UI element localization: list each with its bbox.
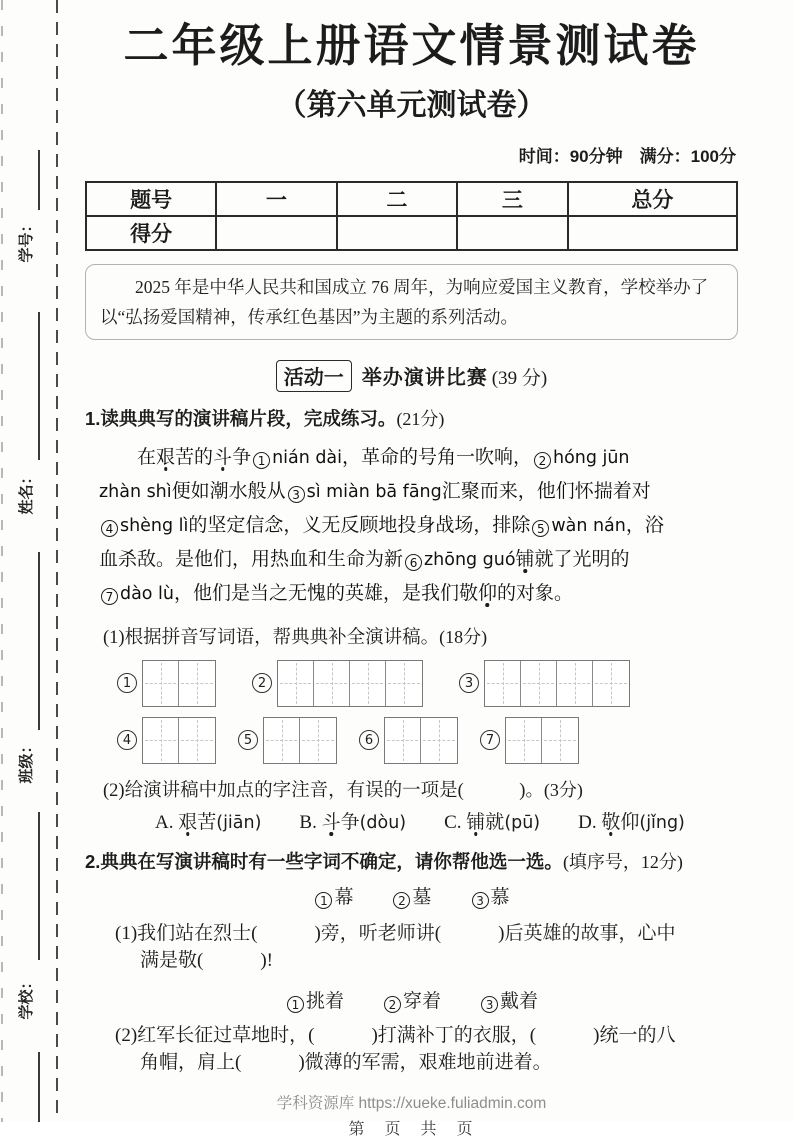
grid-cell[interactable] [485,661,521,706]
score-table-header-cell: 总分 [568,182,737,216]
score-table-header-cell: 三 [457,182,568,216]
score-table-score-row [86,216,737,250]
score-input-cell[interactable] [216,216,336,250]
text-segment: 铺 [515,548,535,570]
fill-blank-line[interactable]: 满是敬( )! [140,949,273,971]
sub-question-1 [85,625,738,650]
score-input-cell[interactable] [337,216,457,250]
fill-blank-line[interactable]: (2)红军长征过草地时，( )打满补丁的衣服，( )统一的八 [115,1024,676,1046]
pinyin-options-line [85,811,738,835]
pinyin-grid-group [236,717,337,764]
activity-title: 举办演讲比赛 [361,366,488,389]
text-segment [432,887,470,908]
text-segment: 铺 [466,811,486,833]
score-table-header-cell: 二 [337,182,457,216]
exam-meta: 时间：90分钟 满分：100分 [518,146,736,166]
grid-cell[interactable] [278,661,314,706]
text-segment [344,991,382,1012]
text-segment: 苦的 [175,446,214,468]
text-segment: sì miàn bā fāng [306,481,442,502]
text-segment: (jǐng) [639,812,685,833]
passage-line [99,475,736,509]
score-table [85,181,738,251]
text-segment: 艰 [178,811,198,833]
text-segment: shèng lì [120,515,189,536]
text-segment: 的对象。 [497,582,574,604]
binding-dashed-line [56,0,58,1122]
pinyin-grid-group [250,660,423,707]
text-segment: A. [155,811,179,833]
score-table-header-cell: 题号 [86,182,216,216]
grid-cell[interactable] [557,661,593,706]
text-segment: 穿着 [402,990,441,1012]
grid-number: 1 [117,673,137,693]
circled-number: 3 [288,486,305,503]
text-segment: 斗 [321,811,341,833]
text-segment: (pū) [504,812,541,833]
circled-number: 1 [287,996,304,1013]
text-segment: 的坚定信念，义无反顾地投身战场，排除 [188,514,531,536]
question-2-text: 2.典典在写演讲稿时有一些字词不确定，请你帮他选一选。 [85,850,563,872]
circled-number: 7 [101,588,118,605]
circled-number: 1 [253,452,270,469]
pinyin-grid-row-2 [85,717,738,764]
grid-cell[interactable] [593,661,629,706]
activity-badge: 活动一 [276,360,352,392]
text-segment: 艰 [156,446,176,468]
margin-label-school: 学校： [18,974,35,1020]
circled-number: 4 [101,520,118,537]
grid-cell[interactable] [386,661,422,706]
fill-blank-line[interactable]: (1)我们站在烈士( )旁，听老师讲( )后英雄的故事，心中 [115,922,676,944]
grid-number: 3 [459,673,479,693]
grid-box [277,660,423,707]
pinyin-grid-group [357,717,458,764]
margin-label-student-number: 学号： [18,217,35,263]
text-segment: 斗 [213,446,233,468]
choice-row-mu [85,886,738,910]
grid-cell[interactable] [421,718,457,763]
margin-label-name: 姓名： [18,469,35,515]
text-segment: 苦 [197,811,217,833]
grid-box [263,717,337,764]
sub-question-2 [85,778,738,803]
text-segment: 就 [485,811,505,833]
circled-number: 1 [315,892,332,909]
text-segment: 墓 [412,886,432,908]
grid-cell[interactable] [300,718,336,763]
grid-number: 5 [238,730,258,750]
sub-question-1-text: (1)根据拼音写词语，帮典典补全演讲稿。 [103,627,440,648]
margin-label-class: 班级： [18,738,35,784]
margin-writing-line[interactable] [38,150,40,210]
passage-line [99,509,736,543]
grid-number: 4 [117,730,137,750]
grid-number: 7 [480,730,500,750]
text-segment: 仰 [620,811,640,833]
text-segment: 敬 [601,811,621,833]
score-input-cell[interactable] [457,216,568,250]
grid-cell[interactable] [350,661,386,706]
circled-number: 2 [384,996,401,1013]
text-segment [441,991,479,1012]
grid-number: 6 [359,730,379,750]
fill-blank-line[interactable]: 角帽，肩上( )微薄的军需，艰难地前进着。 [140,1051,552,1073]
text-segment: 血杀敌。是他们，用热血和生命为新 [99,548,404,570]
passage-line [99,543,736,577]
circled-number: 6 [405,554,422,571]
circled-number: 2 [393,892,410,909]
activity-header [85,360,738,392]
text-segment: 争 [340,811,360,833]
score-table-header-row [86,182,737,216]
text-segment: ，革命的号角一吹响， [341,446,532,468]
speech-passage [85,441,738,611]
sub-question-1-score: (18分) [439,626,488,647]
passage-line [99,441,736,475]
text-segment: wàn nán [551,515,626,536]
margin-writing-line[interactable] [38,1052,40,1122]
grid-cell[interactable] [521,661,557,706]
text-segment: 幕 [334,886,354,908]
margin-writing-line[interactable] [38,812,40,960]
grid-cell[interactable] [179,718,215,763]
page-title: 二年级上册语文情景测试卷 [123,20,700,71]
grid-box [384,717,458,764]
grid-cell[interactable] [143,661,179,706]
circled-number: 3 [472,892,489,909]
text-segment: dào lù [120,583,174,604]
circled-number: 2 [534,452,551,469]
text-segment: 汇聚而来，他们怀揣着对 [441,480,651,502]
grid-box [142,660,216,707]
question-2-heading [85,848,738,874]
footer-credit: 学科资源库 https://xueke.fuliadmin.com [276,1094,547,1112]
page-edge-dashed-line [1,0,3,1122]
sub-question-2-text: (2)给演讲稿中加点的字注音，有误的一项是( )。 [103,780,544,801]
text-segment: zhōng guó [424,549,516,570]
grid-number: 2 [252,673,272,693]
text-segment: 争 [232,446,252,468]
grid-cell[interactable] [506,718,542,763]
text-segment: nián dài [272,447,342,468]
score-input-cell[interactable] [568,216,737,250]
pinyin-grid-group [115,660,216,707]
passage-line [99,577,736,611]
circled-number: 3 [481,996,498,1013]
pinyin-grid-row-1 [85,660,738,707]
text-segment: (jiān) [216,812,262,833]
score-row-label: 得分 [86,216,216,250]
text-segment: 在 [99,446,157,468]
text-segment: hóng jūn [553,447,630,468]
sub-question-2-score: (3分) [543,779,583,800]
pinyin-grid-group [115,717,216,764]
pinyin-grid-group [478,717,579,764]
choice-row-wear [85,990,738,1014]
text-segment: zhàn shì [99,481,172,502]
footer-pager: 第 页 共 页 [348,1120,475,1138]
text-segment: 就了光明的 [534,548,630,570]
grid-cell[interactable] [264,718,300,763]
text-segment: 仰 [477,582,497,604]
text-segment: B. [261,811,322,833]
margin-writing-line[interactable] [38,312,40,460]
grid-cell[interactable] [143,718,179,763]
activity-score: (39 分) [491,367,548,389]
text-segment: 便如潮水般从 [171,480,286,502]
question-1-heading [85,405,738,431]
intro-box: 2025 年是中华人民共和国成立 76 周年，为响应爱国主义教育，学校举办了以“弘扬爱国精神，传承红色基因”为主题的系列活动。 [85,264,738,340]
text-segment: 挑着 [305,990,344,1012]
grid-cell[interactable] [314,661,350,706]
question-1-score: (21分) [396,408,445,429]
text-segment [353,887,391,908]
text-segment: 戴着 [500,990,539,1012]
grid-cell[interactable] [385,718,421,763]
text-segment: ，浴 [625,514,664,536]
page-subtitle: （第六单元测试卷） [276,88,547,122]
question-1-text: 1.读典典写的演讲稿片段，完成练习。 [85,407,397,429]
question-2-score: (填序号，12分) [562,851,683,872]
grid-cell[interactable] [542,718,578,763]
grid-box [142,717,216,764]
text-segment: C. [406,811,467,833]
text-segment: ，他们是当之无愧的英雄，是我们敬 [173,582,478,604]
text-segment: 慕 [490,886,510,908]
margin-writing-line[interactable] [38,552,40,730]
grid-cell[interactable] [179,661,215,706]
pinyin-grid-group [457,660,630,707]
grid-box [484,660,630,707]
text-segment: (dòu) [359,812,407,833]
grid-box [505,717,579,764]
score-table-header-cell: 一 [216,182,336,216]
circled-number: 5 [532,520,549,537]
content-column [85,0,738,1139]
text-segment: D. [540,811,602,833]
